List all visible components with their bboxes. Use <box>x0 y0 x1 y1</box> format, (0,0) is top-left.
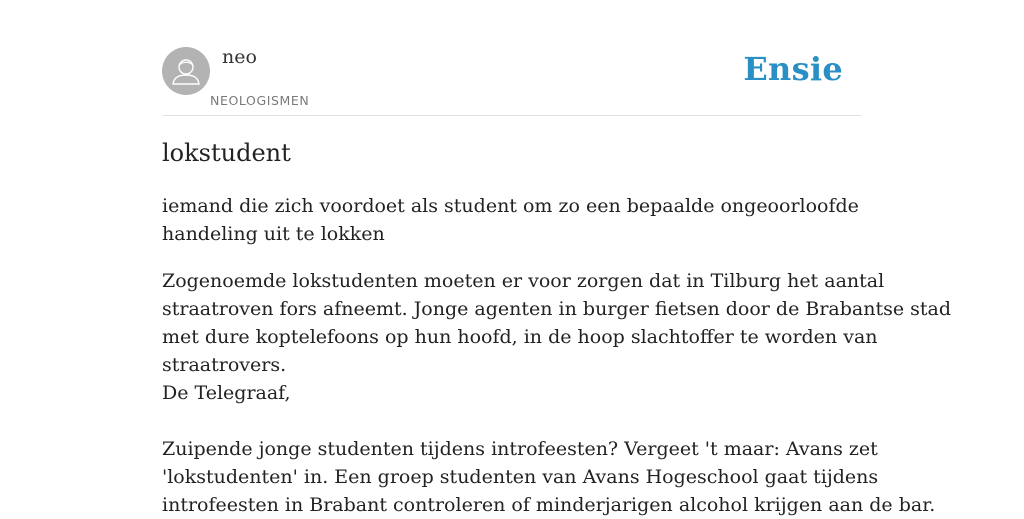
user-avatar-icon[interactable] <box>162 47 210 95</box>
example-line: 'lokstudenten' in. Een groep studenten van Avans Hogeschool gaat tijdens <box>162 466 879 488</box>
page <box>162 0 952 516</box>
avatar-silhouette <box>162 47 210 95</box>
example-line: straatroven fors afneemt. Jonge agenten in burger fietsen door de Brabantse stad <box>162 298 952 320</box>
username-link[interactable]: neo <box>222 46 257 68</box>
brand-logo[interactable]: Ensie <box>743 50 843 88</box>
example-spacer <box>162 407 862 435</box>
entry-title: lokstudent <box>162 139 291 167</box>
example-line: introfeesten in Brabant controleren of minderjarigen alcohol krijgen aan de bar. <box>162 494 936 516</box>
example-line: met dure koptelefoons op hun hoofd, in de hoop slachtoffer te worden van <box>162 326 878 348</box>
entry-definition <box>162 192 862 248</box>
category-label[interactable]: NEOLOGISMEN <box>210 93 310 108</box>
definition-line: handeling uit te lokken <box>162 223 385 245</box>
entry-example <box>162 267 952 519</box>
example-line: Zogenoemde lokstudenten moeten er voor zorgen dat in Tilburg het aantal <box>162 270 885 292</box>
header <box>162 0 862 116</box>
example-source: De Telegraaf, <box>162 382 291 404</box>
definition-line: iemand die zich voordoet als student om zo een bepaalde ongeoorloofde <box>162 195 859 217</box>
example-line: Zuipende jonge studenten tijdens introfeesten? Vergeet 't maar: Avans zet <box>162 438 878 460</box>
example-line: straatrovers. <box>162 354 287 376</box>
